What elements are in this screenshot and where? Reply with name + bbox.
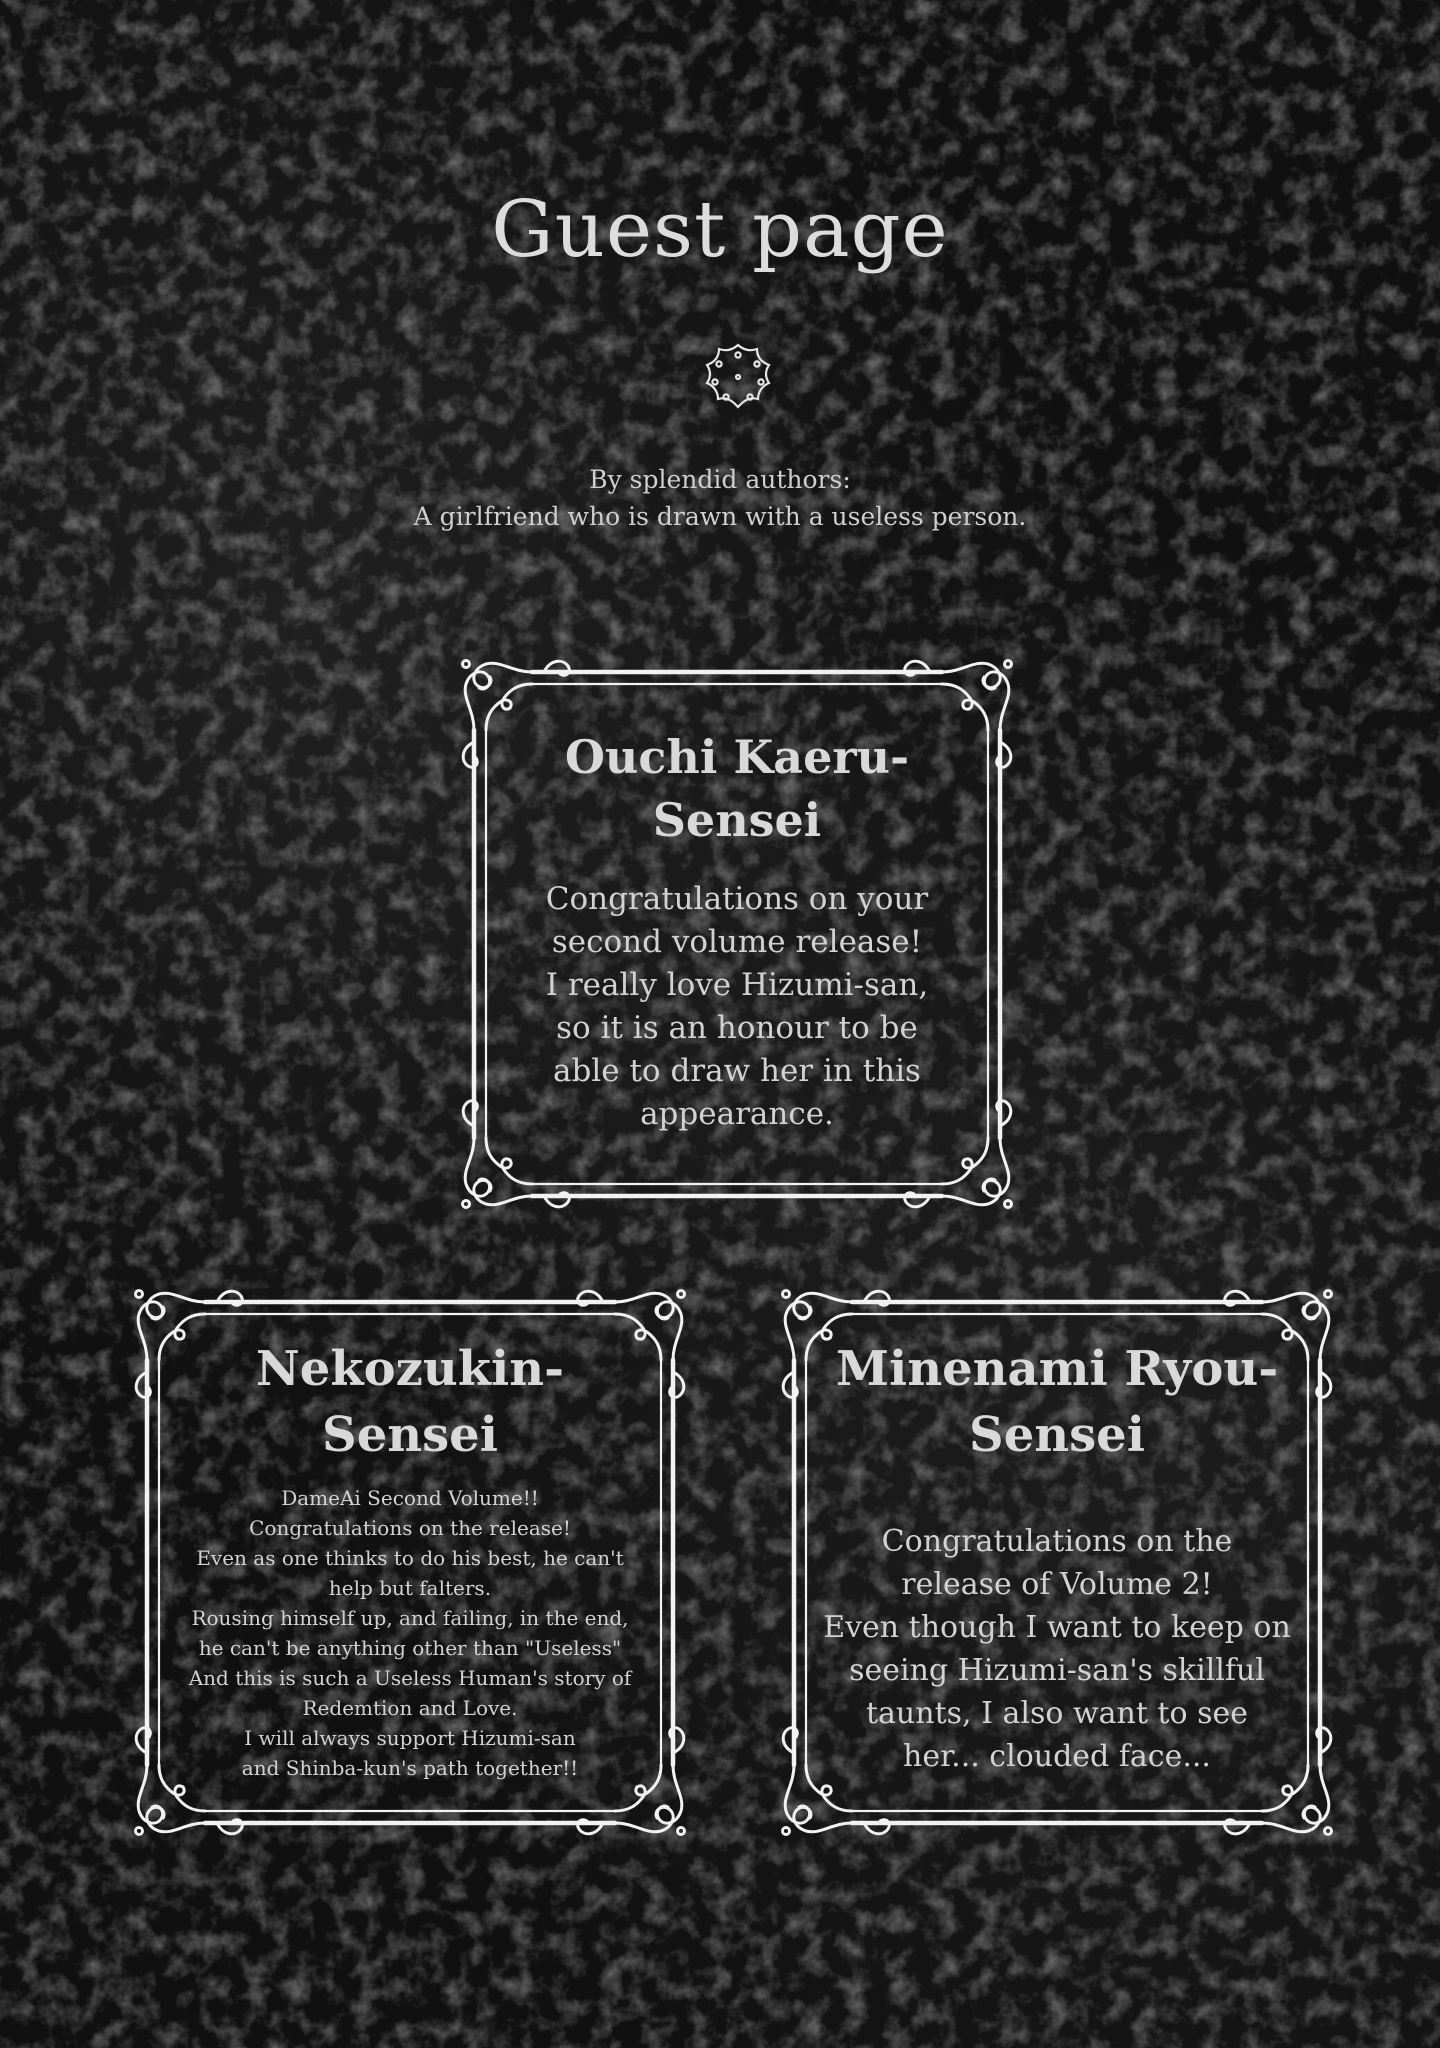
card-message: DameAi Second Volume!! Congratulations on the release! Even as one thinks to do his best, he can't help but falters. Rousing himself up, and failing, in the end, he can't be anything other than "Useless" And this is such a Useless Human's story of Redemtion and Love. I will always support Hizumi-san and Shinba-kun's path together!! [188,1486,632,1781]
card-author-name: Minenami Ryou- Sensei [835,1341,1279,1464]
card-author-name: Ouchi Kaeru- Sensei [564,730,910,848]
card-author-name: Nekozukin- Sensei [255,1341,565,1464]
subtitle-series: A girlfriend who is drawn with a useless person. [413,502,1027,531]
page-title: Guest page [491,185,949,275]
subtitle-authors: By splendid authors: [589,465,851,494]
guest-card-nekozukin [125,1280,695,1845]
guest-card-minenami-ryou [772,1280,1342,1845]
flower-ornament-icon [695,337,781,423]
card-message: Congratulations on the release of Volume 2! Even though I want to keep on seeing Hizumi-san's skillful taunts, I also want to see her... clouded face... [823,1524,1291,1775]
guest-card-ouchi-kaeru [452,650,1022,1218]
card-message: Congratulations on your second volume release! I really love Hizumi-san, so it is an honour to be able to draw her in this appearance. [545,880,929,1132]
